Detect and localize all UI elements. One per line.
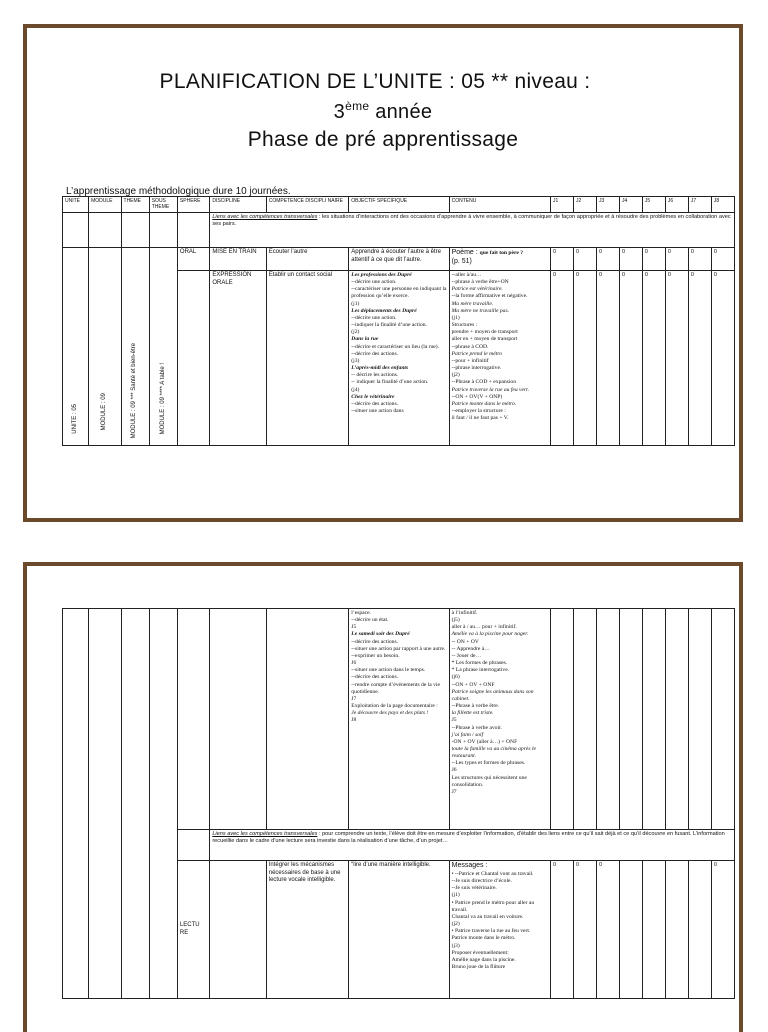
column-header: THEME bbox=[121, 197, 149, 213]
list-line: --la forme affirmative et négative. bbox=[451, 293, 528, 300]
mark-cell: 0 bbox=[596, 271, 619, 446]
list-line: Patrice traverse la rue au feu vert. bbox=[451, 386, 530, 393]
column-header: CONTENU bbox=[449, 197, 550, 213]
theme-cell: MODULE : 09 *** Santé et bien-être bbox=[121, 248, 149, 446]
column-header: J3 bbox=[596, 197, 619, 213]
list-line: Proposer éventuellement: bbox=[451, 949, 509, 956]
list-line: * Les formes de phrases. bbox=[451, 660, 508, 667]
list-line: --décrire une action. bbox=[351, 279, 397, 286]
sphere-lecture: LECTURE bbox=[177, 861, 209, 999]
list-line: Le samedi soir des Dupré bbox=[351, 631, 410, 638]
mark-cell: 0 bbox=[573, 861, 596, 999]
list-line: Chez le vétérinaire bbox=[351, 393, 395, 400]
table-header-row bbox=[63, 197, 735, 213]
list-line: Exploitation de la page documentaire : bbox=[351, 703, 438, 710]
discipline-lecture bbox=[210, 861, 266, 999]
discipline-mise-en-train: MISE EN TRAIN bbox=[210, 248, 266, 271]
list-line: -- ON + OV bbox=[451, 638, 479, 645]
list-line: • Patrice traverse la rue au feu vert. bbox=[451, 928, 531, 935]
mark-cell: 0 bbox=[688, 271, 711, 446]
competence-lecture: Intégrer les mécanismes nécessaires de base à une lecture vocale intelligible. bbox=[266, 861, 349, 999]
list-line: --décrire des actions. bbox=[351, 638, 399, 645]
list-line: (j4) bbox=[351, 386, 360, 393]
list-line: Ma mère travaille. bbox=[451, 300, 494, 307]
list-line: --exprimer un besoin. bbox=[351, 652, 400, 659]
column-header: SOUS THEME bbox=[149, 197, 177, 213]
mark-cell bbox=[642, 861, 665, 999]
mark-cell: 0 bbox=[665, 248, 688, 271]
column-header: J8 bbox=[711, 197, 734, 213]
objectif-ecouter: Apprendre à écouter l’autre à être attentif à ce que dit l’autre. bbox=[349, 248, 449, 271]
list-line: --Je suis directrice d’école. bbox=[451, 878, 512, 885]
list-line: --rendre compte d’événements de la vie quotidienne. bbox=[351, 681, 440, 695]
list-line: -- décrire les actions. bbox=[351, 372, 399, 379]
document-page-1 bbox=[23, 24, 743, 522]
list-line: --décrire des actions. bbox=[351, 350, 399, 357]
list-line: Je découvre des pays et des plats ! bbox=[351, 710, 429, 717]
objectif-list-cont bbox=[349, 609, 449, 830]
planning-table-1 bbox=[62, 196, 735, 446]
mark-cell: 0 bbox=[619, 271, 642, 446]
list-line: (j1) bbox=[451, 892, 460, 899]
sous-theme-cell: MODULE : 09 **** A table ! bbox=[149, 248, 177, 446]
list-line: --ON + OV(V + ONP) bbox=[451, 393, 503, 400]
column-header: COMPETENCE DISCIPLI NAIRE bbox=[266, 197, 349, 213]
list-line: (j2) bbox=[451, 372, 460, 379]
column-header: J1 bbox=[550, 197, 573, 213]
list-line: --situer une action dans le temps. bbox=[351, 667, 426, 674]
list-line: --Phrase à COD + expansion bbox=[451, 379, 516, 386]
list-line: J5 bbox=[451, 717, 457, 724]
contenu-messages: Messages : • --Patrice et Chantal vont au travail. --Je suis directrice d’école. --Je suis vétérinaire. (j1) • Patrice prend le métro pour aller au travail. Chantal va au travail en voiture. (j2) • Patrice traverse la rue au feu vert. Patrice monte dans le métro. (j3) Proposer éventuellement: Amélie nage dans la piscine. Bruno joue de la flûture bbox=[449, 861, 550, 999]
list-line: Ma mère ne travaille pas. bbox=[451, 307, 510, 314]
mark-cell: 0 bbox=[596, 861, 619, 999]
objectif-lecture: “lire d’une manière intelligible. bbox=[349, 861, 449, 999]
oral-row bbox=[63, 248, 735, 271]
list-line: -ON + OV (aller à…) + ONF bbox=[451, 738, 518, 745]
list-line: prendre + moyen de transport bbox=[451, 329, 518, 336]
mark-cell: 0 bbox=[665, 271, 688, 446]
column-header: OBJECTIF SPECIFIQUE bbox=[349, 197, 449, 213]
mark-cell: 0 bbox=[642, 248, 665, 271]
list-line: Bruno joue de la flûture bbox=[451, 963, 506, 970]
column-header: J5 bbox=[642, 197, 665, 213]
page-subtitle-phase: Phase de pré apprentissage bbox=[247, 128, 519, 151]
planning-table-2 bbox=[62, 608, 735, 999]
list-line: --caractériser une personne en indiquant la profession qu’elle exerce. bbox=[351, 286, 447, 300]
list-line: --Phrase à verbe être. bbox=[451, 703, 500, 710]
discipline-expression-orale: EXPRESSION ORALE bbox=[210, 271, 266, 446]
mark-cell bbox=[688, 861, 711, 999]
list-line: j’ai faim / soif bbox=[451, 731, 484, 738]
list-line: Les structures qui nécessitent une consolidation. bbox=[451, 774, 527, 788]
list-line: Les professions des Dupré bbox=[351, 272, 412, 278]
continuation-row bbox=[63, 609, 735, 830]
list-line: il faut / il ne faut pas + V. bbox=[451, 415, 509, 422]
mark-cell: 0 bbox=[573, 271, 596, 446]
page-subtitle-level: 3ème année bbox=[333, 99, 433, 123]
list-line: l’espace. bbox=[351, 610, 372, 616]
mark-cell: 0 bbox=[642, 271, 665, 446]
list-line: aller à / au… pour + infinitif. bbox=[451, 624, 517, 631]
list-line: Les déplacements des Dupré bbox=[351, 307, 417, 314]
mark-cell: 0 bbox=[550, 248, 573, 271]
list-line: J5 bbox=[351, 624, 357, 631]
list-line: --phrase à verbe être+ON bbox=[451, 279, 509, 286]
column-header: MODULE bbox=[89, 197, 121, 213]
list-line: --situer une action dans bbox=[351, 407, 404, 414]
list-line: (j1) bbox=[351, 300, 360, 307]
list-line: toute la famille va au cinéma après le restaurant. bbox=[451, 745, 536, 760]
contenu-list bbox=[449, 271, 550, 446]
list-line: --employer la structure : bbox=[451, 407, 506, 414]
column-header: SPHERE bbox=[177, 197, 209, 213]
column-header: DISCIPLINE bbox=[210, 197, 266, 213]
list-line: -- Jouer de… bbox=[451, 652, 482, 659]
mark-cell: 0 bbox=[619, 248, 642, 271]
duration-note: L’apprentissage méthodologique dure 10 journées. bbox=[66, 186, 291, 197]
mark-cell: 0 bbox=[550, 861, 573, 999]
list-line: (j2) bbox=[351, 329, 360, 336]
list-line: (j6) bbox=[451, 674, 460, 681]
list-line: --situer une action par rapport à une autre. bbox=[351, 645, 446, 652]
list-line: Patrice prend le métro bbox=[451, 350, 503, 357]
list-line: Dans la rue bbox=[351, 336, 379, 343]
list-line: • Patrice prend le métro pour aller au travail. bbox=[451, 899, 535, 913]
list-line: Amélie va à la piscine pour nager. bbox=[451, 631, 529, 638]
column-header: J6 bbox=[665, 197, 688, 213]
column-header: J4 bbox=[619, 197, 642, 213]
mark-cell: 0 bbox=[550, 271, 573, 446]
list-line: --phrase à COD. bbox=[451, 343, 489, 350]
list-line: J6 bbox=[351, 660, 357, 667]
list-line: -- indiquer la finalité d’une action. bbox=[351, 379, 429, 386]
list-line: J7 bbox=[351, 695, 357, 702]
list-line: --décrire des actions. bbox=[351, 674, 399, 681]
mark-cell: 0 bbox=[596, 248, 619, 271]
list-line: Patrice monte dans le métro. bbox=[451, 935, 516, 942]
mark-cell: 0 bbox=[711, 271, 734, 446]
list-line: (j3) bbox=[451, 942, 460, 949]
list-line: la fillette est triste. bbox=[451, 710, 494, 717]
list-line: --décrire et caractériser un lieu (la rue). bbox=[351, 343, 440, 350]
list-line: à l’infinitif. bbox=[451, 610, 478, 616]
list-line: --ON + OV + ONF bbox=[451, 681, 495, 688]
list-line: --pour + infinitif bbox=[451, 357, 489, 364]
list-line: --aller à/au… bbox=[451, 272, 482, 278]
mark-cell bbox=[665, 861, 688, 999]
list-line: --décrire une action. bbox=[351, 314, 397, 321]
competence-contact-social: Etablir un contact social bbox=[266, 271, 349, 446]
list-line: J7 bbox=[451, 788, 457, 795]
list-line: -- Apprendre à… bbox=[451, 645, 490, 652]
list-line: aller en + moyen de transport bbox=[451, 336, 518, 343]
mark-cell: 0 bbox=[711, 248, 734, 271]
list-line: --décrire des actions. bbox=[351, 400, 399, 407]
module-cell: MODULE : 09 bbox=[89, 248, 121, 446]
list-line: Patrice soigne les animaux dans son cabinet. bbox=[451, 688, 534, 702]
list-line: • --Patrice et Chantal vont au travail. bbox=[451, 870, 534, 877]
list-line: Structures : bbox=[451, 322, 478, 329]
column-header: J2 bbox=[573, 197, 596, 213]
column-header: UNITE bbox=[63, 197, 89, 213]
list-line: --indiquer la finalité d’une action. bbox=[351, 322, 427, 329]
list-line: L’après-midi des enfants bbox=[351, 365, 409, 372]
list-line: Amélie nage dans la piscine. bbox=[451, 956, 516, 963]
page-title: PLANIFICATION DE L’UNITE : 05 ** niveau : bbox=[159, 70, 591, 93]
contenu-poeme: Poème : que fait ton père ? (p. 51) bbox=[449, 248, 550, 271]
list-line: (j1) bbox=[451, 314, 460, 321]
document-page-2 bbox=[23, 562, 743, 1032]
column-header: J7 bbox=[688, 197, 711, 213]
unite-cell: UNITE : 05 bbox=[63, 248, 89, 446]
list-line: --Phrase à verbe avoir. bbox=[451, 724, 502, 731]
mark-cell bbox=[619, 861, 642, 999]
mark-cell: 0 bbox=[711, 861, 734, 999]
list-line: --Les types et formes de phrases. bbox=[451, 760, 526, 767]
list-line: (j3) bbox=[351, 357, 360, 364]
list-line: --Je suis vétérinaire. bbox=[451, 885, 497, 892]
objectif-list bbox=[349, 271, 449, 446]
competence-ecouter: Ecouter l’autre bbox=[266, 248, 349, 271]
list-line: --phrase interrogative. bbox=[451, 365, 502, 372]
transversal-row: Liens avec les compétences transversales : les situations d’interactions ont des occasions d’apprendre à vivre ensemble, à communiquer de façon appropriée et à résoudre des problèmes en collaboration avec ses pairs. bbox=[63, 213, 735, 248]
list-line: * La phrase interrogative. bbox=[451, 667, 510, 674]
transversal-row-2: Liens avec les compétences transversales : pour comprendre un texte, l’élève doit être en mesure d’exploiter l’information, d’établir des liens entre ce qu’il sait déjà et ce qu’il découvre en fusant. L’information recueillie dans le cadre d’une lecture sera investie dans la réalisation d’une tâche, d’un projet… bbox=[63, 830, 735, 861]
list-line: Patrice monte dans le métro. bbox=[451, 400, 517, 407]
list-line: J6 bbox=[451, 767, 457, 774]
mark-cell: 0 bbox=[573, 248, 596, 271]
list-line: (j5) bbox=[451, 617, 460, 624]
list-line: Chantal va au travail en voiture. bbox=[451, 913, 524, 920]
sphere-oral: ORAL bbox=[177, 248, 209, 271]
list-line: J8 bbox=[351, 717, 357, 724]
list-line: Patrice est vétérinaire. bbox=[451, 286, 503, 293]
list-line: (j2) bbox=[451, 921, 460, 928]
list-line: --décrire un état. bbox=[351, 617, 389, 624]
contenu-list-cont bbox=[449, 609, 550, 830]
mark-cell: 0 bbox=[688, 248, 711, 271]
